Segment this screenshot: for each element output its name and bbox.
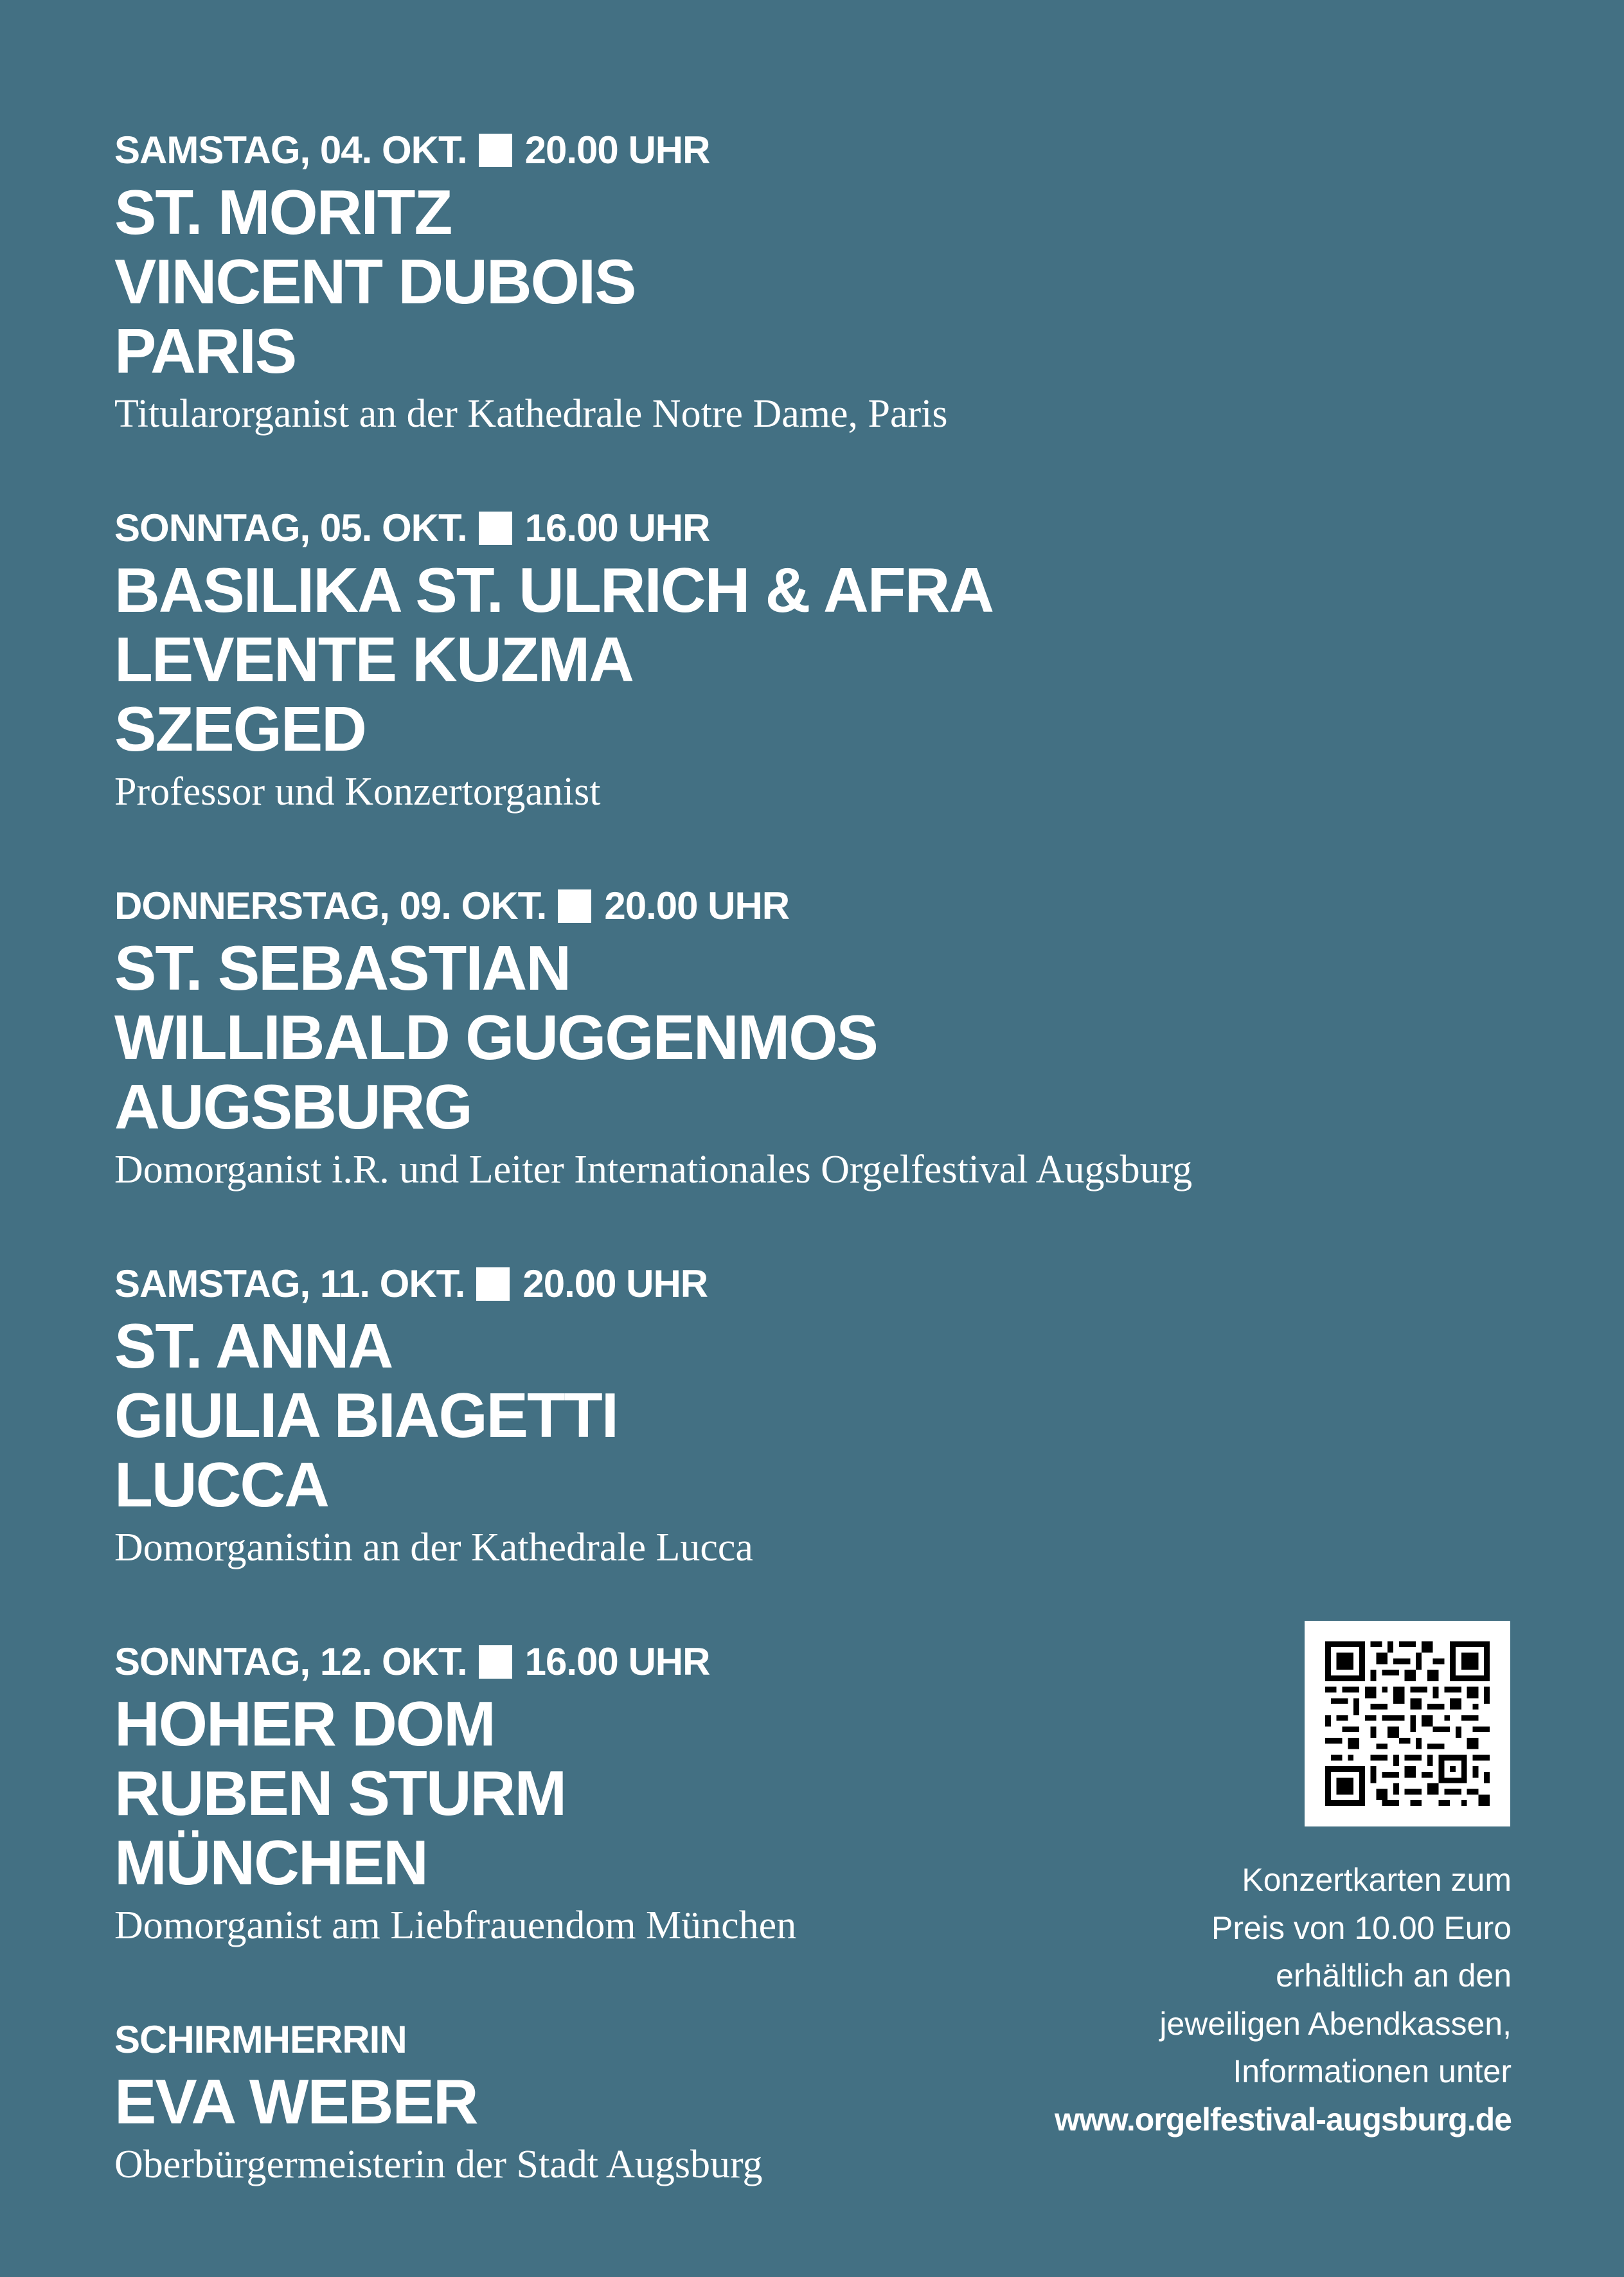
patron-label: SCHIRMHERRIN	[114, 2018, 407, 2061]
event-time: 16.00 UHR	[524, 1640, 710, 1683]
event-city: LUCCA	[114, 1449, 328, 1520]
event-venue: HOHER DOM	[114, 1688, 495, 1759]
square-bullet-icon	[479, 134, 512, 167]
event-performer: WILLIBALD GUGGENMOS	[114, 1002, 877, 1073]
event-description: Domorganist am Liebfrauendom München	[114, 1904, 797, 1947]
event-venue: ST. ANNA	[114, 1310, 393, 1381]
event-city: PARIS	[114, 316, 296, 386]
event-city: SZEGED	[114, 693, 366, 764]
website-link[interactable]: www.orgelfestival-augsburg.de	[1055, 2101, 1512, 2138]
ticket-info-line: erhältlich an den	[1276, 1958, 1512, 1994]
event-performer: RUBEN STURM	[114, 1758, 566, 1828]
event-city: MÜNCHEN	[114, 1827, 427, 1898]
qr-code-graphic	[1325, 1641, 1490, 1806]
qr-code-icon[interactable]	[1305, 1621, 1510, 1826]
event-time: 20.00 UHR	[524, 129, 710, 172]
event-venue: BASILIKA ST. ULRICH & AFRA	[114, 555, 994, 625]
event-date-time	[114, 126, 1400, 175]
event-time: 20.00 UHR	[604, 884, 790, 927]
event-date-time	[114, 1260, 1400, 1308]
ticket-info	[933, 1856, 1512, 2143]
event-date-time	[114, 1638, 1400, 1686]
square-bullet-icon	[479, 512, 512, 545]
event-date: SAMSTAG, 11. OKT.	[114, 1262, 465, 1305]
ticket-info-line: Konzertkarten zum	[1242, 1862, 1512, 1898]
event-venue: ST. MORITZ	[114, 177, 452, 247]
ticket-info-line: Preis von 10.00 Euro	[1211, 1909, 1512, 1946]
square-bullet-icon	[558, 889, 591, 923]
square-bullet-icon	[476, 1267, 510, 1301]
patron-name: EVA WEBER	[114, 2066, 477, 2137]
event-time: 20.00 UHR	[522, 1262, 708, 1305]
ticket-info-line: jeweiligen Abendkassen,	[1159, 2005, 1512, 2042]
event-performer: GIULIA BIAGETTI	[114, 1380, 618, 1451]
event-date-time	[114, 882, 1400, 931]
event-description: Domorganist i.R. und Leiter Internationales Orgelfestival Augsburg	[114, 1148, 1193, 1192]
event-date: DONNERSTAG, 09. OKT.	[114, 884, 547, 927]
event-performer: LEVENTE KUZMA	[114, 624, 633, 695]
event-city: AUGSBURG	[114, 1071, 472, 1142]
event-2	[114, 504, 1400, 819]
event-date: SONNTAG, 05. OKT.	[114, 506, 467, 549]
event-time: 16.00 UHR	[524, 506, 710, 549]
event-performer: VINCENT DUBOIS	[114, 246, 636, 317]
event-description: Titularorganist an der Kathedrale Notre Dame, Paris	[114, 392, 948, 436]
event-venue: ST. SEBASTIAN	[114, 933, 571, 1003]
square-bullet-icon	[479, 1645, 512, 1679]
ticket-info-line: Informationen unter	[1233, 2053, 1512, 2089]
event-1	[114, 126, 1400, 441]
event-4	[114, 1260, 1400, 1575]
patron-description: Oberbürgermeisterin der Stadt Augsburg	[114, 2143, 763, 2186]
event-3	[114, 882, 1400, 1197]
event-description: Professor und Konzertorganist	[114, 770, 601, 814]
event-date-time	[114, 504, 1400, 553]
event-date: SONNTAG, 12. OKT.	[114, 1640, 467, 1683]
event-date: SAMSTAG, 04. OKT.	[114, 129, 467, 172]
event-description: Domorganistin an der Kathedrale Lucca	[114, 1526, 753, 1569]
